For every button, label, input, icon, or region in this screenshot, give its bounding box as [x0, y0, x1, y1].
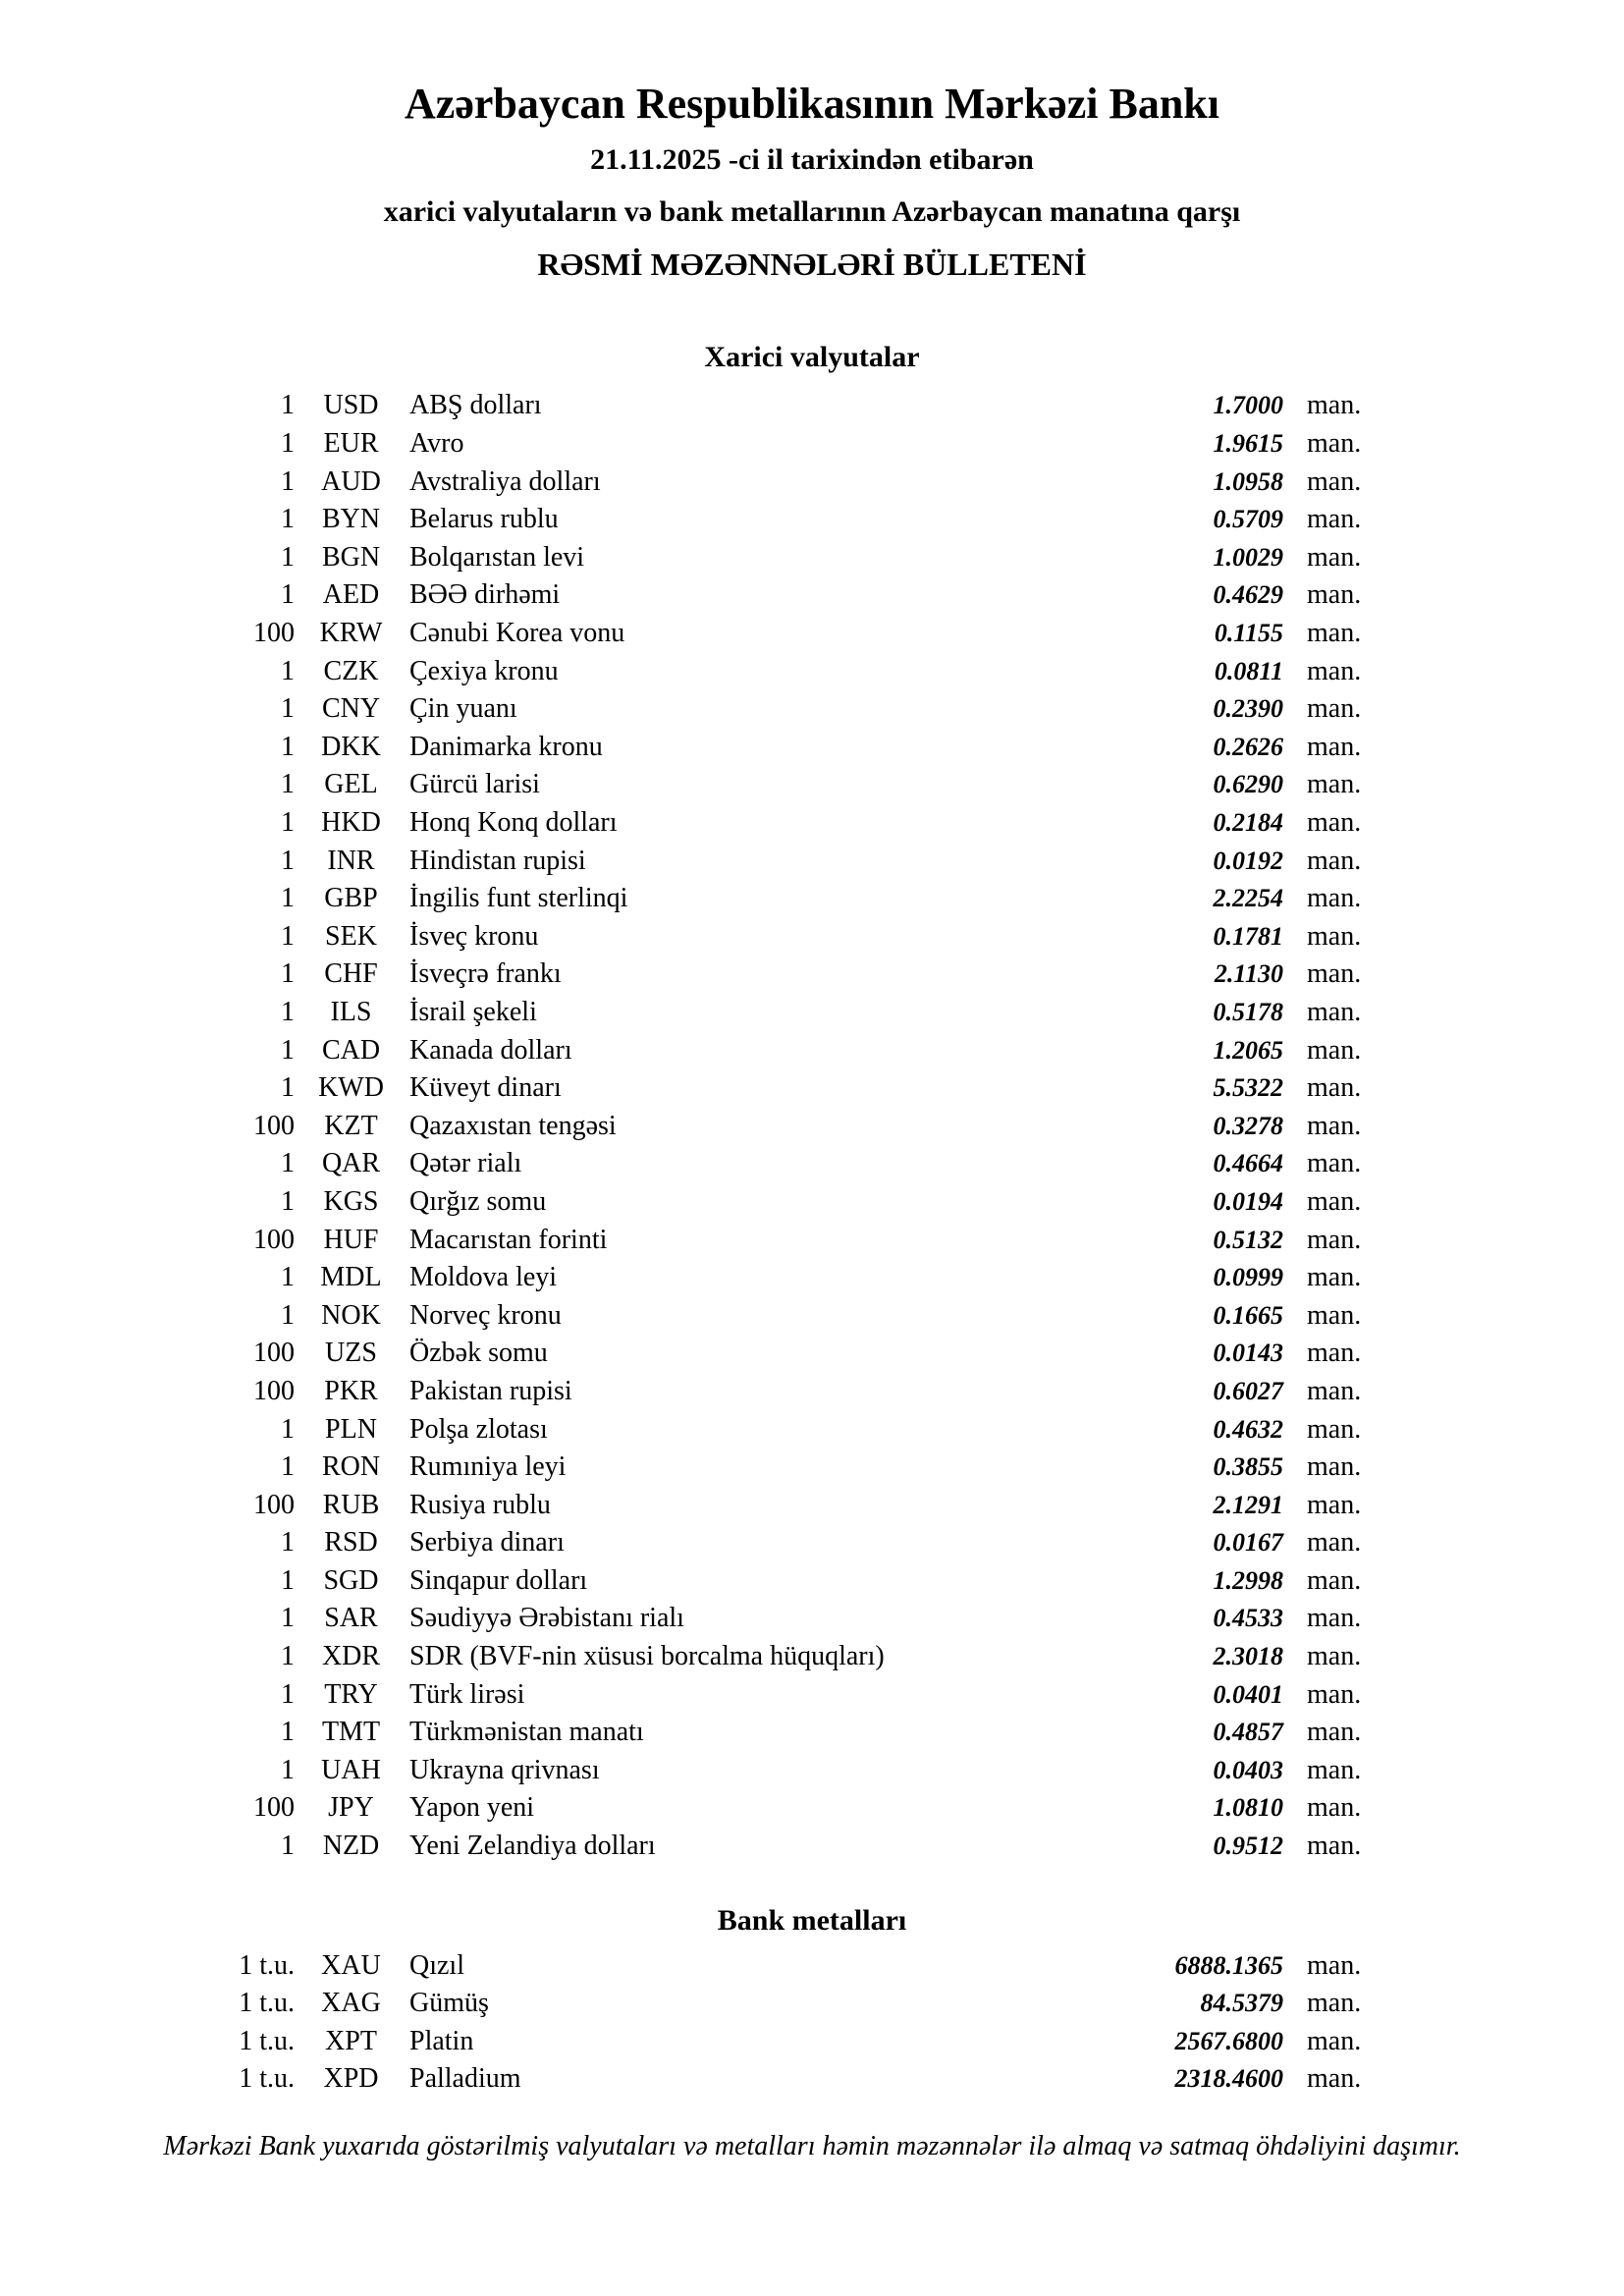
unit-cell: man.: [1307, 1949, 1362, 1981]
bulletin-subtitle: xarici valyutaların və bank metallarının Azərbaycan manatına qarşı: [383, 195, 1241, 228]
currency-name-cell: Belarus rublu: [409, 504, 559, 535]
rate-cell: 0.1781: [1213, 921, 1283, 951]
rate-cell: 1.2065: [1213, 1035, 1283, 1065]
metals-table: [0, 1946, 1624, 2098]
rate-cell: 0.4664: [1213, 1149, 1283, 1178]
currency-code-cell: SEK: [325, 920, 377, 952]
qty-cell: 1: [281, 465, 295, 497]
currency-code-cell: CAD: [321, 1034, 381, 1066]
bulletin-header: [0, 0, 1624, 282]
table-row: [0, 1296, 1624, 1335]
currency-code-cell: DKK: [321, 731, 381, 762]
rate-cell: 84.5379: [1200, 1989, 1283, 2018]
currency-name-cell: Cənubi Korea vonu: [409, 618, 625, 649]
table-row: [0, 1562, 1624, 1601]
currency-name-cell: Türk lirəsi: [409, 1678, 525, 1710]
rate-cell: 2318.4600: [1174, 2064, 1283, 2094]
currency-code-cell: XAG: [321, 1988, 381, 2019]
currency-code-cell: XPD: [323, 2063, 379, 2095]
qty-cell: 1: [281, 1262, 295, 1293]
currency-code-cell: USD: [323, 390, 379, 421]
currency-code-cell: QAR: [321, 1148, 381, 1179]
rate-cell: 0.0401: [1213, 1679, 1283, 1709]
table-row: [0, 918, 1624, 957]
currency-code-cell: BGN: [321, 541, 381, 573]
currency-name-cell: Polşa zlotası: [409, 1413, 548, 1445]
qty-cell: 1: [281, 996, 295, 1027]
qty-cell: 1: [281, 693, 295, 725]
qty-cell: 1: [281, 504, 295, 535]
qty-cell: 1: [281, 1072, 295, 1104]
table-row: [0, 1259, 1624, 1297]
bulletin-title: RƏSMİ MƏZƏNNƏLƏRİ BÜLLETENİ: [537, 246, 1087, 282]
unit-cell: man.: [1307, 1717, 1362, 1748]
table-row: [0, 1449, 1624, 1487]
currency-name-cell: Avro: [409, 428, 464, 460]
table-row: [0, 1410, 1624, 1449]
table-row: [0, 1031, 1624, 1069]
rate-cell: 1.0029: [1213, 542, 1283, 572]
currency-code-cell: TRY: [324, 1678, 378, 1710]
unit-cell: man.: [1307, 731, 1362, 762]
table-row: [0, 1183, 1624, 1222]
table-row: [0, 1638, 1624, 1676]
unit-cell: man.: [1307, 1185, 1362, 1217]
currency-code-cell: XAU: [321, 1949, 381, 1981]
table-row: [0, 994, 1624, 1032]
table-row: [0, 1675, 1624, 1714]
unit-cell: man.: [1307, 579, 1362, 611]
rate-cell: 6888.1365: [1174, 1950, 1283, 1980]
unit-cell: man.: [1307, 1489, 1362, 1520]
currency-name-cell: Bolqarıstan levi: [409, 541, 585, 573]
qty-cell: 1: [281, 883, 295, 914]
qty-cell: 100: [253, 1224, 295, 1255]
table-row: [0, 387, 1624, 425]
table-row: [0, 880, 1624, 918]
unit-cell: man.: [1307, 541, 1362, 573]
rate-cell: 0.0194: [1213, 1186, 1283, 1216]
currency-code-cell: BYN: [321, 504, 381, 535]
table-row: [0, 652, 1624, 690]
currency-name-cell: Sinqapur dolları: [409, 1564, 588, 1596]
currency-name-cell: Kanada dolları: [409, 1034, 572, 1066]
qty-cell: 100: [253, 1110, 295, 1141]
rate-cell: 0.1665: [1213, 1300, 1283, 1330]
table-row: [0, 1221, 1624, 1259]
currency-name-cell: ABŞ dolları: [409, 390, 542, 421]
currency-code-cell: SAR: [324, 1603, 378, 1634]
qty-cell: 1: [281, 1603, 295, 1634]
qty-cell: 1: [281, 1148, 295, 1179]
currency-name-cell: Hindistan rupisi: [409, 845, 586, 876]
table-row: [0, 1828, 1624, 1866]
currency-name-cell: Pakistan rupisi: [409, 1375, 572, 1406]
rate-cell: 0.0192: [1213, 846, 1283, 875]
qty-cell: 1: [281, 1754, 295, 1785]
qty-cell: 1 t.u.: [239, 2063, 295, 2095]
qty-cell: 1: [281, 1299, 295, 1331]
currency-code-cell: AED: [322, 579, 380, 611]
currency-code-cell: PLN: [325, 1413, 377, 1445]
currency-name-cell: Macarıstan forinti: [409, 1224, 608, 1255]
qty-cell: 100: [253, 1338, 295, 1369]
currency-name-cell: Honq Konq dolları: [409, 807, 618, 839]
currency-code-cell: HUF: [323, 1224, 379, 1255]
unit-cell: man.: [1307, 769, 1362, 800]
unit-cell: man.: [1307, 958, 1362, 990]
qty-cell: 1: [281, 1564, 295, 1596]
unit-cell: man.: [1307, 920, 1362, 952]
table-row: [0, 804, 1624, 843]
currency-name-cell: Yeni Zelandiya dolları: [409, 1831, 656, 1862]
table-row: [0, 2060, 1624, 2099]
table-row: [0, 2023, 1624, 2061]
metals-section-title: Bank metalları: [717, 1904, 907, 1938]
unit-cell: man.: [1307, 883, 1362, 914]
qty-cell: 1 t.u.: [239, 1988, 295, 2019]
currency-name-cell: Avstraliya dolları: [409, 465, 601, 497]
currency-code-cell: INR: [327, 845, 375, 876]
qty-cell: 1 t.u.: [239, 1949, 295, 1981]
rate-cell: 0.5709: [1213, 505, 1283, 534]
table-row: [0, 1373, 1624, 1411]
unit-cell: man.: [1307, 2063, 1362, 2095]
qty-cell: 1: [281, 731, 295, 762]
unit-cell: man.: [1307, 1262, 1362, 1293]
table-row: [0, 766, 1624, 804]
currency-code-cell: UZS: [325, 1338, 377, 1369]
currency-code-cell: PKR: [324, 1375, 378, 1406]
unit-cell: man.: [1307, 1527, 1362, 1558]
rate-cell: 0.2390: [1213, 694, 1283, 724]
currency-code-cell: CZK: [323, 655, 379, 686]
table-row: [0, 539, 1624, 577]
rate-cell: 5.5322: [1213, 1073, 1283, 1103]
table-row: [0, 501, 1624, 539]
currency-name-cell: Gümüş: [409, 1988, 489, 2019]
unit-cell: man.: [1307, 1678, 1362, 1710]
currency-name-cell: Türkmənistan manatı: [409, 1717, 644, 1748]
currency-code-cell: SGD: [323, 1564, 379, 1596]
currency-name-cell: Moldova leyi: [409, 1262, 558, 1293]
table-row: [0, 842, 1624, 880]
rate-cell: 1.2998: [1213, 1565, 1283, 1595]
currency-name-cell: Səudiyyə Ərəbistanı rialı: [409, 1603, 684, 1634]
qty-cell: 1: [281, 807, 295, 839]
currency-name-cell: Qazaxıstan tengəsi: [409, 1110, 617, 1141]
qty-cell: 1: [281, 1413, 295, 1445]
currency-code-cell: NOK: [321, 1299, 381, 1331]
qty-cell: 1: [281, 390, 295, 421]
currency-code-cell: XDR: [321, 1641, 381, 1672]
currency-code-cell: UAH: [321, 1754, 381, 1785]
currency-name-cell: Rumıniya leyi: [409, 1451, 567, 1483]
unit-cell: man.: [1307, 2025, 1362, 2056]
rate-cell: 1.9615: [1213, 429, 1283, 459]
currency-code-cell: CNY: [321, 693, 381, 725]
rate-cell: 0.4857: [1213, 1718, 1283, 1747]
unit-cell: man.: [1307, 1988, 1362, 2019]
unit-cell: man.: [1307, 693, 1362, 725]
unit-cell: man.: [1307, 1110, 1362, 1141]
qty-cell: 1: [281, 920, 295, 952]
rate-cell: 0.6290: [1213, 770, 1283, 799]
rate-cell: 0.5178: [1213, 997, 1283, 1026]
table-row: [0, 576, 1624, 615]
rate-cell: 0.9512: [1213, 1831, 1283, 1861]
table-row: [0, 690, 1624, 729]
currency-name-cell: Platin: [409, 2025, 474, 2056]
currency-name-cell: Özbək somu: [409, 1338, 548, 1369]
currency-name-cell: Qətər rialı: [409, 1148, 522, 1179]
currency-code-cell: HKD: [321, 807, 381, 839]
unit-cell: man.: [1307, 1792, 1362, 1824]
rate-cell: 0.0811: [1214, 656, 1283, 685]
currency-name-cell: Küveyt dinarı: [409, 1072, 562, 1104]
table-row: [0, 1985, 1624, 2023]
unit-cell: man.: [1307, 845, 1362, 876]
table-row: [0, 956, 1624, 994]
currency-name-cell: İsveçrə frankı: [409, 958, 562, 990]
currency-name-cell: BƏƏ dirhəmi: [409, 579, 561, 611]
currency-name-cell: Çexiya kronu: [409, 655, 559, 686]
currency-code-cell: MDL: [320, 1262, 382, 1293]
qty-cell: 1: [281, 1641, 295, 1672]
currencies-section-title: Xarici valyutalar: [704, 341, 920, 374]
currency-code-cell: ILS: [330, 996, 372, 1027]
table-row: [0, 463, 1624, 501]
table-row: [0, 615, 1624, 653]
rate-cell: 0.0999: [1213, 1263, 1283, 1292]
unit-cell: man.: [1307, 618, 1362, 649]
rate-cell: 1.0810: [1213, 1793, 1283, 1823]
qty-cell: 1: [281, 541, 295, 573]
table-row: [0, 1946, 1624, 1985]
table-row: [0, 729, 1624, 767]
currency-name-cell: Yapon yeni: [409, 1792, 535, 1824]
qty-cell: 1: [281, 1034, 295, 1066]
rate-cell: 0.2626: [1213, 732, 1283, 761]
currency-name-cell: İsveç kronu: [409, 920, 539, 952]
unit-cell: man.: [1307, 465, 1362, 497]
unit-cell: man.: [1307, 428, 1362, 460]
currency-name-cell: Gürcü larisi: [409, 769, 540, 800]
currency-code-cell: TMT: [321, 1717, 381, 1748]
unit-cell: man.: [1307, 807, 1362, 839]
unit-cell: man.: [1307, 1603, 1362, 1634]
qty-cell: 1: [281, 655, 295, 686]
currency-code-cell: JPY: [328, 1792, 374, 1824]
unit-cell: man.: [1307, 1224, 1362, 1255]
rate-cell: 0.1155: [1214, 619, 1283, 648]
currency-code-cell: CHF: [324, 958, 378, 990]
rate-cell: 1.7000: [1213, 391, 1283, 420]
unit-cell: man.: [1307, 1451, 1362, 1483]
currency-name-cell: Norveç kronu: [409, 1299, 562, 1331]
rate-cell: 2.1291: [1213, 1490, 1283, 1519]
unit-cell: man.: [1307, 1375, 1362, 1406]
qty-cell: 1: [281, 1717, 295, 1748]
unit-cell: man.: [1307, 1413, 1362, 1445]
currency-code-cell: KZT: [324, 1110, 378, 1141]
qty-cell: 1: [281, 958, 295, 990]
currency-code-cell: KWD: [318, 1072, 384, 1104]
table-row: [0, 1145, 1624, 1183]
rate-cell: 0.3278: [1213, 1111, 1283, 1140]
unit-cell: man.: [1307, 390, 1362, 421]
table-row: [0, 1335, 1624, 1373]
table-row: [0, 1107, 1624, 1145]
qty-cell: 1: [281, 1451, 295, 1483]
table-row: [0, 1600, 1624, 1638]
unit-cell: man.: [1307, 996, 1362, 1027]
rate-cell: 1.0958: [1213, 466, 1283, 496]
currency-name-cell: Çin yuanı: [409, 693, 517, 725]
currency-name-cell: Danimarka kronu: [409, 731, 603, 762]
currency-code-cell: KGS: [323, 1185, 379, 1217]
rate-cell: 0.0403: [1213, 1755, 1283, 1784]
currency-code-cell: EUR: [323, 428, 379, 460]
qty-cell: 1: [281, 579, 295, 611]
qty-cell: 1 t.u.: [239, 2025, 295, 2056]
currency-code-cell: AUD: [321, 465, 381, 497]
currency-code-cell: KRW: [319, 618, 383, 649]
qty-cell: 100: [253, 618, 295, 649]
table-row: [0, 1069, 1624, 1108]
unit-cell: man.: [1307, 1754, 1362, 1785]
qty-cell: 100: [253, 1375, 295, 1406]
rate-cell: 0.0143: [1213, 1339, 1283, 1368]
unit-cell: man.: [1307, 1034, 1362, 1066]
rate-cell: 0.4533: [1213, 1604, 1283, 1633]
table-row: [0, 1524, 1624, 1562]
qty-cell: 100: [253, 1792, 295, 1824]
qty-cell: 1: [281, 428, 295, 460]
rate-cell: 2.3018: [1213, 1642, 1283, 1671]
rate-cell: 0.4632: [1213, 1414, 1283, 1444]
footer-note: Mərkəzi Bank yuxarıda göstərilmiş valyutaları və metalları həmin məzənnələr ilə almaq və satmaq öhdəliyini daşımır.: [163, 2130, 1461, 2161]
rate-cell: 2.1130: [1214, 959, 1283, 989]
rate-cell: 2.2254: [1213, 884, 1283, 913]
currency-code-cell: GEL: [324, 769, 378, 800]
currency-code-cell: NZD: [322, 1831, 380, 1862]
currency-name-cell: İsrail şekeli: [409, 996, 537, 1027]
currency-name-cell: Ukrayna qrivnası: [409, 1754, 600, 1785]
unit-cell: man.: [1307, 1564, 1362, 1596]
effective-date-line: 21.11.2025 -ci il tarixindən etibarən: [590, 143, 1034, 176]
rate-cell: 0.5132: [1213, 1225, 1283, 1254]
qty-cell: 1: [281, 1678, 295, 1710]
rate-cell: 0.4629: [1213, 580, 1283, 610]
qty-cell: 1: [281, 1527, 295, 1558]
unit-cell: man.: [1307, 655, 1362, 686]
rate-cell: 0.2184: [1213, 808, 1283, 838]
table-row: [0, 1752, 1624, 1790]
currencies-table: [0, 387, 1624, 1865]
table-row: [0, 1486, 1624, 1524]
currency-name-cell: İngilis funt sterlinqi: [409, 883, 628, 914]
rate-cell: 0.3855: [1213, 1452, 1283, 1482]
table-row: [0, 1714, 1624, 1752]
unit-cell: man.: [1307, 1831, 1362, 1862]
unit-cell: man.: [1307, 1338, 1362, 1369]
unit-cell: man.: [1307, 1641, 1362, 1672]
currency-code-cell: RON: [321, 1451, 381, 1483]
currency-code-cell: GBP: [324, 883, 378, 914]
currency-code-cell: XPT: [325, 2025, 377, 2056]
qty-cell: 1: [281, 1185, 295, 1217]
table-row: [0, 425, 1624, 464]
qty-cell: 1: [281, 769, 295, 800]
unit-cell: man.: [1307, 1299, 1362, 1331]
currency-name-cell: Rusiya rublu: [409, 1489, 551, 1520]
qty-cell: 1: [281, 845, 295, 876]
currency-code-cell: RUB: [322, 1489, 380, 1520]
rate-cell: 2567.6800: [1174, 2026, 1283, 2055]
rate-cell: 0.0167: [1213, 1528, 1283, 1558]
currency-name-cell: SDR (BVF-nin xüsusi borcalma hüquqları): [409, 1641, 885, 1672]
currency-name-cell: Qızıl: [409, 1949, 464, 1981]
bank-title: Azərbaycan Respublikasının Mərkəzi Bankı: [405, 80, 1219, 128]
unit-cell: man.: [1307, 1148, 1362, 1179]
currency-name-cell: Palladium: [409, 2063, 521, 2095]
unit-cell: man.: [1307, 1072, 1362, 1104]
currency-code-cell: RSD: [324, 1527, 378, 1558]
qty-cell: 1: [281, 1831, 295, 1862]
table-row: [0, 1789, 1624, 1828]
qty-cell: 100: [253, 1489, 295, 1520]
rate-cell: 0.6027: [1213, 1376, 1283, 1405]
currency-name-cell: Serbiya dinarı: [409, 1527, 565, 1558]
currency-name-cell: Qırğız somu: [409, 1185, 547, 1217]
unit-cell: man.: [1307, 504, 1362, 535]
